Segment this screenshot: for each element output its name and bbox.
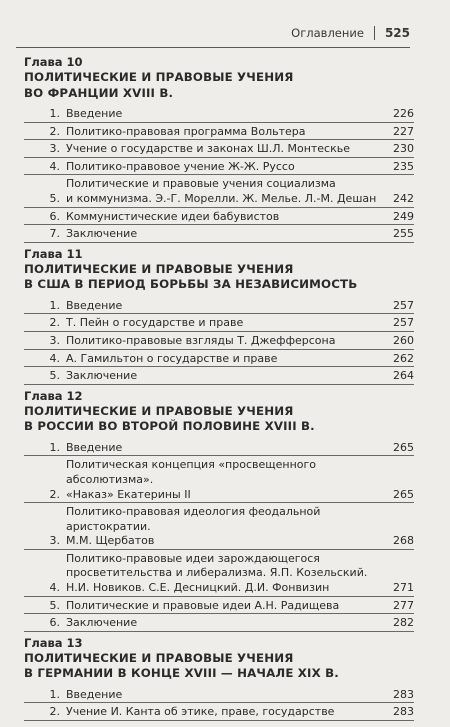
entry-page: 230	[393, 142, 414, 156]
entry-title: Политическая концепция «просвещенного абсолютизма». «Наказ» Екатерины II	[66, 458, 316, 501]
entry-page: 264	[393, 369, 414, 383]
entry-page: 242	[393, 191, 414, 205]
entry-page: 282	[393, 616, 414, 630]
toc-entry[interactable]	[24, 314, 414, 332]
toc-entry[interactable]	[24, 208, 414, 226]
toc-entry[interactable]	[24, 597, 414, 615]
entry-number: 3.	[49, 142, 60, 156]
chapter-section	[24, 636, 414, 721]
toc-entry[interactable]	[24, 367, 414, 385]
entry-page: 260	[393, 333, 414, 347]
toc-entry[interactable]	[24, 350, 414, 368]
entry-number: 3.	[49, 333, 60, 347]
entry-page: 283	[393, 687, 414, 701]
entry-title: Политические и правовые идеи А.Н. Радищева	[66, 598, 340, 612]
header-separator	[374, 26, 375, 40]
chapter-label: Глава 13	[24, 635, 83, 650]
toc-entry[interactable]	[24, 140, 414, 158]
chapter-title: ПОЛИТИЧЕСКИЕ И ПРАВОВЫЕ УЧЕНИЯ ВО ФРАНЦИИ XVIII В.	[24, 70, 294, 100]
entry-title: Введение	[66, 687, 123, 701]
chapter-title: ПОЛИТИЧЕСКИЕ И ПРАВОВЫЕ УЧЕНИЯ В ГЕРМАНИИ В КОНЦЕ XVIII — НАЧАЛЕ XIX В.	[24, 650, 339, 681]
entry-number: 7.	[49, 227, 60, 241]
entry-number: 4.	[49, 351, 60, 365]
entry-number: 5.	[49, 598, 60, 612]
toc-entry[interactable]	[24, 686, 414, 704]
entry-number: 1.	[49, 298, 60, 312]
toc-entry[interactable]	[24, 503, 414, 550]
entry-title: Заключение	[66, 369, 138, 383]
entry-number: 2.	[49, 487, 60, 501]
chapter-section	[24, 55, 414, 243]
table-of-contents	[24, 55, 414, 725]
entry-title: Политические и правовые учения социализма и коммунизма. Э.-Г. Морелли. Ж. Мелье. Л.-М. Дешан	[66, 177, 377, 205]
entry-title: Политико-правовая программа Вольтера	[66, 124, 306, 138]
entry-title: Введение	[66, 107, 123, 120]
entry-number: 6.	[49, 209, 60, 223]
entry-number: 2.	[49, 705, 60, 719]
entry-title: Политико-правовое учение Ж-Ж. Руссо	[66, 159, 295, 173]
toc-entry[interactable]	[24, 175, 414, 207]
entry-title: Коммунистические идеи бабувистов	[66, 209, 280, 223]
toc-entry[interactable]	[24, 332, 414, 350]
entry-number: 2.	[49, 124, 60, 138]
toc-entry[interactable]	[24, 439, 414, 457]
chapter-section	[24, 247, 414, 385]
entry-page: 277	[393, 598, 414, 612]
entry-title: А. Гамильтон о государстве и праве	[66, 351, 278, 365]
entry-number: 3.	[49, 534, 60, 548]
chapter-label: Глава 10	[24, 55, 83, 69]
entry-page: 255	[393, 227, 414, 241]
toc-entry[interactable]	[24, 550, 414, 597]
entry-page: 265	[393, 440, 414, 454]
entry-page: 271	[393, 581, 414, 595]
entry-number: 4.	[49, 581, 60, 595]
toc-entry[interactable]	[24, 297, 414, 315]
toc-entry[interactable]	[24, 456, 414, 503]
entry-number: 4.	[49, 159, 60, 173]
header-rule	[16, 47, 410, 48]
entry-page: 249	[393, 209, 414, 223]
entry-number: 5.	[49, 369, 60, 383]
entry-page: 283	[393, 705, 414, 719]
chapter-label: Глава 11	[24, 246, 83, 261]
entry-title: Политико-правовые идеи зарождающегося просветительства и либерализма. Я.П. Козельский. Н.И. Новиков. С.Е. Десницкий. Д.И. Фонвизин	[66, 551, 368, 595]
entry-title: Т. Пейн о государстве и праве	[66, 316, 244, 330]
entry-page: 265	[393, 487, 414, 501]
entry-number: 2.	[49, 316, 60, 330]
toc-entry[interactable]	[24, 105, 414, 123]
entry-title: Учение о государстве и законах Ш.Л. Монтескье	[66, 142, 351, 156]
chapter-label: Глава 12	[24, 388, 83, 403]
entry-title: Политико-правовые взгляды Т. Джефферсона	[66, 333, 336, 347]
entry-title: Введение	[66, 298, 123, 312]
entry-title: Политико-правовая идеология феодальной аристократии. М.М. Щербатов	[66, 505, 321, 548]
entry-title: Учение И. Канта об этике, праве, государстве	[66, 705, 335, 719]
entry-number: 6.	[49, 616, 60, 630]
entry-page: 268	[393, 534, 414, 548]
entry-number: 1.	[49, 687, 60, 701]
chapter-title: ПОЛИТИЧЕСКИЕ И ПРАВОВЫЕ УЧЕНИЯ В США В ПЕРИОД БОРЬБЫ ЗА НЕЗАВИСИМОСТЬ	[24, 261, 358, 292]
section-title: Оглавление	[291, 26, 364, 40]
toc-entry[interactable]	[24, 123, 414, 141]
chapter-section	[24, 389, 414, 632]
entry-number: 5.	[49, 191, 60, 205]
entry-title: Заключение	[66, 616, 138, 630]
entry-page: 227	[393, 124, 414, 138]
toc-entry[interactable]	[24, 703, 414, 721]
toc-entry[interactable]	[24, 158, 414, 176]
chapter-title: ПОЛИТИЧЕСКИЕ И ПРАВОВЫЕ УЧЕНИЯ В РОССИИ ВО ВТОРОЙ ПОЛОВИНЕ XVIII В.	[24, 403, 315, 434]
page-number: 525	[384, 26, 410, 40]
entry-page: 257	[393, 298, 414, 312]
entry-title: Заключение	[66, 227, 138, 241]
entry-page: 235	[393, 159, 414, 173]
entry-title: Введение	[66, 440, 123, 454]
entry-number: 1.	[49, 440, 60, 454]
entry-page: 257	[393, 316, 414, 330]
entry-page: 226	[393, 107, 414, 120]
running-head	[291, 26, 410, 40]
toc-entry[interactable]	[24, 225, 414, 243]
entry-number: 1.	[49, 107, 60, 120]
entry-page: 262	[393, 351, 414, 365]
toc-entry[interactable]	[24, 614, 414, 632]
